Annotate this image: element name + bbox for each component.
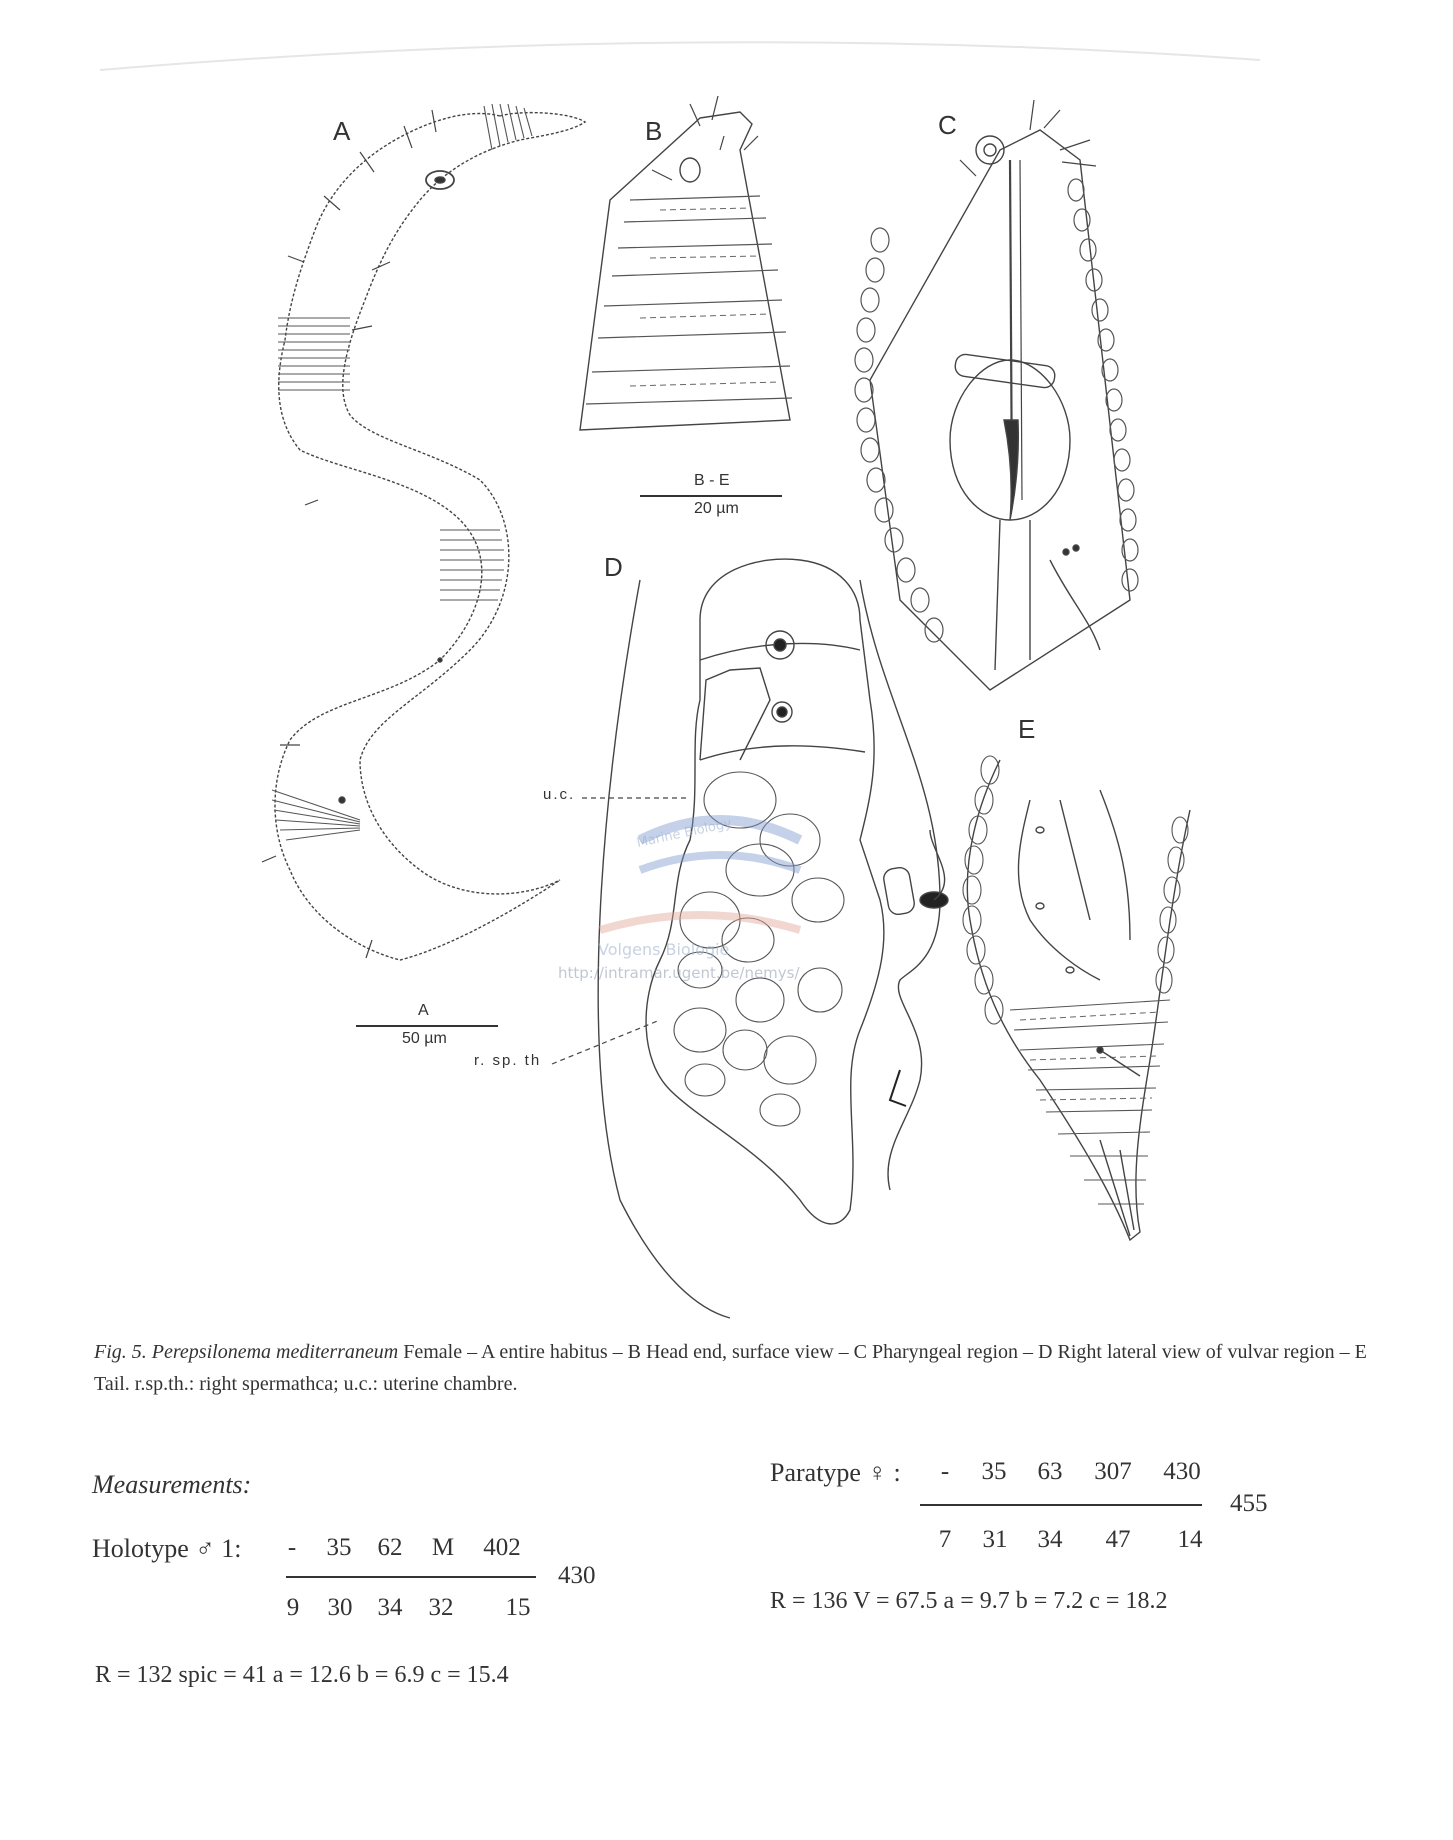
paratype-bottom-value: 14 (1177, 1526, 1203, 1553)
paratype-top-value: - (940, 1458, 950, 1485)
panel-label-c: C (938, 110, 957, 140)
paratype-indices: R = 136 V = 67.5 a = 9.7 b = 7.2 c = 18.2 (770, 1588, 1168, 1614)
paratype-top-value: 35 (981, 1458, 1007, 1485)
holotype-bottom-value: 9 (286, 1594, 300, 1621)
scale-bar-a-label: A (418, 1002, 429, 1019)
paratype-fraction-line (920, 1504, 1202, 1506)
paratype-bottom-value: 47 (1105, 1526, 1131, 1553)
paratype-total: 455 (1230, 1490, 1268, 1517)
holotype-total: 430 (558, 1562, 596, 1589)
panel-e-drawing (963, 756, 1190, 1240)
holotype-top-value: M (431, 1534, 455, 1561)
paratype-bottom-value: 31 (982, 1526, 1008, 1553)
annotation-uterine-chamber: u.c. (543, 786, 576, 803)
watermark-line-1: Marine Biology (635, 816, 734, 851)
holotype-fraction-line (286, 1576, 536, 1578)
holotype-bottom-value: 30 (327, 1594, 353, 1621)
scale-bar-a-length: 50 µm (402, 1030, 447, 1047)
paratype-top-value: 63 (1037, 1458, 1063, 1485)
figure-caption (94, 1336, 1384, 1400)
watermark-line-2: Volgens Biologie (598, 940, 730, 959)
holotype-top-value: 35 (326, 1534, 352, 1561)
paratype-bottom-value: 7 (938, 1526, 952, 1553)
measurements-heading: Measurements: (92, 1470, 252, 1499)
panel-d-drawing (598, 559, 948, 1318)
scale-bar-be-length: 20 µm (694, 500, 739, 517)
page-edge-shadow (100, 42, 1260, 70)
panel-label-e: E (1018, 714, 1036, 744)
watermark-url: http://intramar.ugent.be/nemys/ (558, 964, 800, 982)
holotype-bottom-value: 32 (428, 1594, 454, 1621)
holotype-bottom-value: 15 (505, 1594, 531, 1621)
panel-c-drawing (855, 100, 1138, 690)
panel-label-d: D (604, 552, 623, 582)
holotype-label: Holotype ♂ 1: (92, 1534, 242, 1563)
caption-fig-number: Fig. 5. (94, 1341, 147, 1363)
holotype-indices: R = 132 spic = 41 a = 12.6 b = 6.9 c = 15.4 (95, 1662, 509, 1688)
paratype-label: Paratype ♀ : (770, 1458, 901, 1487)
caption-species: Perepsilonema mediterraneum (151, 1341, 399, 1363)
holotype-top-value: 62 (377, 1534, 403, 1561)
annotation-right-spermatheca: r. sp. th (474, 1052, 542, 1069)
panel-a-drawing (262, 104, 585, 960)
holotype-top-value: - (287, 1534, 297, 1561)
caption-text: Female – A entire habitus – B Head end, surface view – C Pharyngeal region – D Right lateral view of vulvar region – E Tail. r.sp.th.: right spermathca; u.c.: uterine chambre. (94, 1341, 1367, 1395)
paratype-bottom-value: 34 (1037, 1526, 1063, 1553)
holotype-top-value: 402 (483, 1534, 521, 1561)
panel-label-a: A (333, 116, 351, 146)
holotype-bottom-value: 34 (377, 1594, 403, 1621)
panel-label-b: B (645, 116, 663, 146)
panel-b-drawing (580, 96, 792, 430)
scale-bar-be-label: B - E (694, 472, 730, 489)
rspth-leader (552, 1020, 660, 1064)
paratype-top-value: 307 (1094, 1458, 1132, 1485)
paratype-top-value: 430 (1163, 1458, 1201, 1485)
